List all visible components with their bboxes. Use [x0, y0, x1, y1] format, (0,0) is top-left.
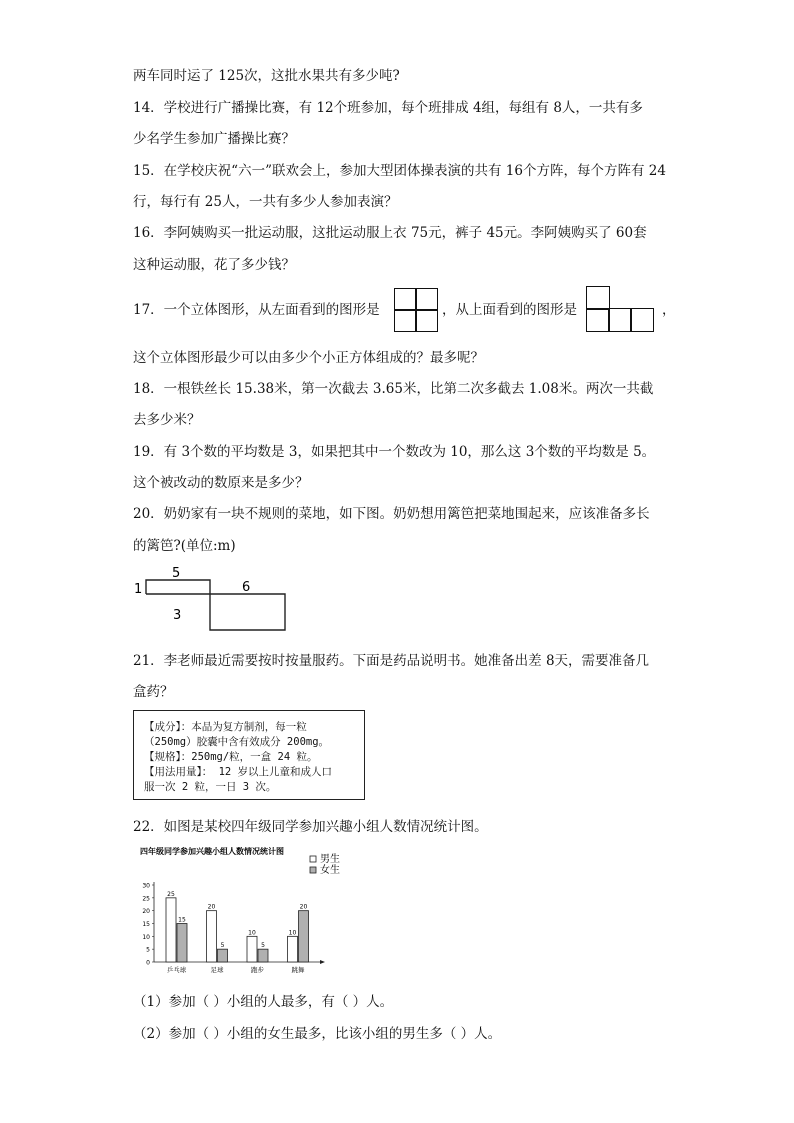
data-label: 15 — [178, 916, 186, 924]
instruction-line: 【用法用量】： 12 岁以上儿童和成人口 — [144, 766, 333, 778]
vegetable-field-figure — [130, 562, 300, 632]
data-label: 20 — [299, 903, 308, 911]
bar — [177, 924, 187, 963]
text-line: 两车同时运了 125次，这批水果共有多少吨? — [133, 68, 400, 84]
left-view-figure — [394, 288, 438, 332]
bar — [258, 949, 268, 962]
instruction-line: （250mg）胶囊中含有效成分 200mg。 — [144, 736, 330, 748]
category-label: 足球 — [210, 966, 224, 974]
question-16: 16．李阿姨购买一批运动服，这批运动服上衣 75元，裤子 45元。李阿姨购买了 60套 — [133, 225, 647, 241]
data-label: 10 — [288, 929, 297, 937]
bar — [288, 936, 298, 962]
data-label: 10 — [248, 929, 256, 937]
category-label: 乒乓球 — [166, 966, 187, 974]
top-view-figure — [586, 286, 654, 332]
text-line: 盒药？ — [133, 684, 174, 700]
field-outline — [146, 580, 285, 630]
bar — [218, 949, 228, 962]
text-line: 这个被改动的数原来是多少？ — [133, 475, 309, 491]
question-17-part-c: ， — [662, 302, 676, 318]
text-line: 少名学生参加广播操比赛？ — [133, 131, 295, 147]
legend-swatch — [310, 856, 316, 862]
text-line: 去多少米？ — [133, 412, 201, 428]
y-tick-label: 20 — [142, 908, 150, 916]
y-tick-label: 10 — [142, 933, 150, 941]
label-6: 6 — [242, 580, 251, 595]
y-tick-label: 30 — [142, 882, 150, 890]
question-19: 19．有 3个数的平均数是 3，如果把其中一个数改为 10，那么这 3个数的平均数是 5。 — [133, 444, 656, 460]
bar-chart — [130, 842, 370, 977]
label-5: 5 — [172, 566, 181, 581]
text-line: 这种运动服，花了多少钱？ — [133, 257, 295, 273]
medicine-instructions-box — [133, 710, 365, 800]
bar — [299, 911, 309, 962]
text-line: 的篱笆?(单位:m) — [133, 538, 236, 554]
y-tick-label: 15 — [142, 921, 150, 928]
question-14: 14．学校进行广播操比赛，有 12个班参加，每个班排成 4组，每组有 8人，一共有多 — [133, 100, 643, 116]
bar — [166, 898, 176, 962]
y-tick-label: 25 — [142, 895, 150, 903]
label-1: 1 — [134, 582, 143, 597]
data-label: 5 — [220, 942, 225, 950]
category-label: 跑步 — [251, 966, 264, 974]
data-label: 20 — [207, 903, 216, 911]
y-tick-label: 5 — [146, 946, 150, 954]
question-18: 18．一根铁丝长 15.38米，第一次截去 3.65米，比第二次多截去 1.08米。两次一共截 — [133, 381, 654, 397]
bar — [207, 911, 217, 962]
chart-legend — [310, 852, 340, 876]
question-20: 20．奶奶家有一块不规则的菜地，如下图。奶奶想用篱笆把菜地围起来，应该准备多长 — [133, 506, 650, 522]
legend-swatch — [310, 867, 316, 873]
legend-label: 女生 — [320, 865, 340, 876]
bar — [247, 936, 257, 962]
text-line: 行，每行有 25人，一共有多少人参加表演？ — [133, 194, 398, 210]
legend-label: 男生 — [320, 854, 340, 865]
question-22-part-2: （2）参加（ ）小组的女生最多，比该小组的男生多（ ）人。 — [133, 1026, 502, 1042]
instruction-line: 【成分】：本品为复方制剂，每一粒 — [144, 721, 307, 733]
chart-title: 四年级同学参加兴趣小组人数情况统计图 — [140, 847, 284, 856]
y-tick-label: 0 — [146, 959, 150, 967]
instruction-line: 服一次 2 粒，一日 3 次。 — [144, 781, 277, 793]
question-22-part-1: （1）参加（ ）小组的人最多，有（ ）人。 — [133, 994, 394, 1010]
data-label: 5 — [261, 942, 265, 950]
question-17-part-b: ，从上面看到的图形是 — [442, 302, 577, 318]
instruction-line: 【规格】：250mg/粒，一盒 24 粒。 — [144, 751, 318, 763]
text-line: 这个立体图形最少可以由多少个小正方体组成的？最多呢？ — [133, 350, 484, 366]
question-22: 22．如图是某校四年级同学参加兴趣小组人数情况统计图。 — [133, 819, 488, 835]
question-17-part-a: 17．一个立体图形，从左面看到的图形是 — [133, 302, 380, 318]
label-3: 3 — [173, 608, 182, 623]
question-15: 15．在学校庆祝“六一”联欢会上，参加大型团体操表演的共有 16个方阵，每个方阵有 24 — [133, 163, 666, 179]
x-axis-arrow — [320, 960, 325, 964]
question-21: 21．李老师最近需要按时按量服药。下面是药品说明书。她准备出差 8天，需要准备几 — [133, 653, 650, 669]
data-label: 25 — [167, 890, 175, 898]
chart-bars — [166, 891, 309, 974]
category-label: 跳舞 — [291, 966, 305, 974]
